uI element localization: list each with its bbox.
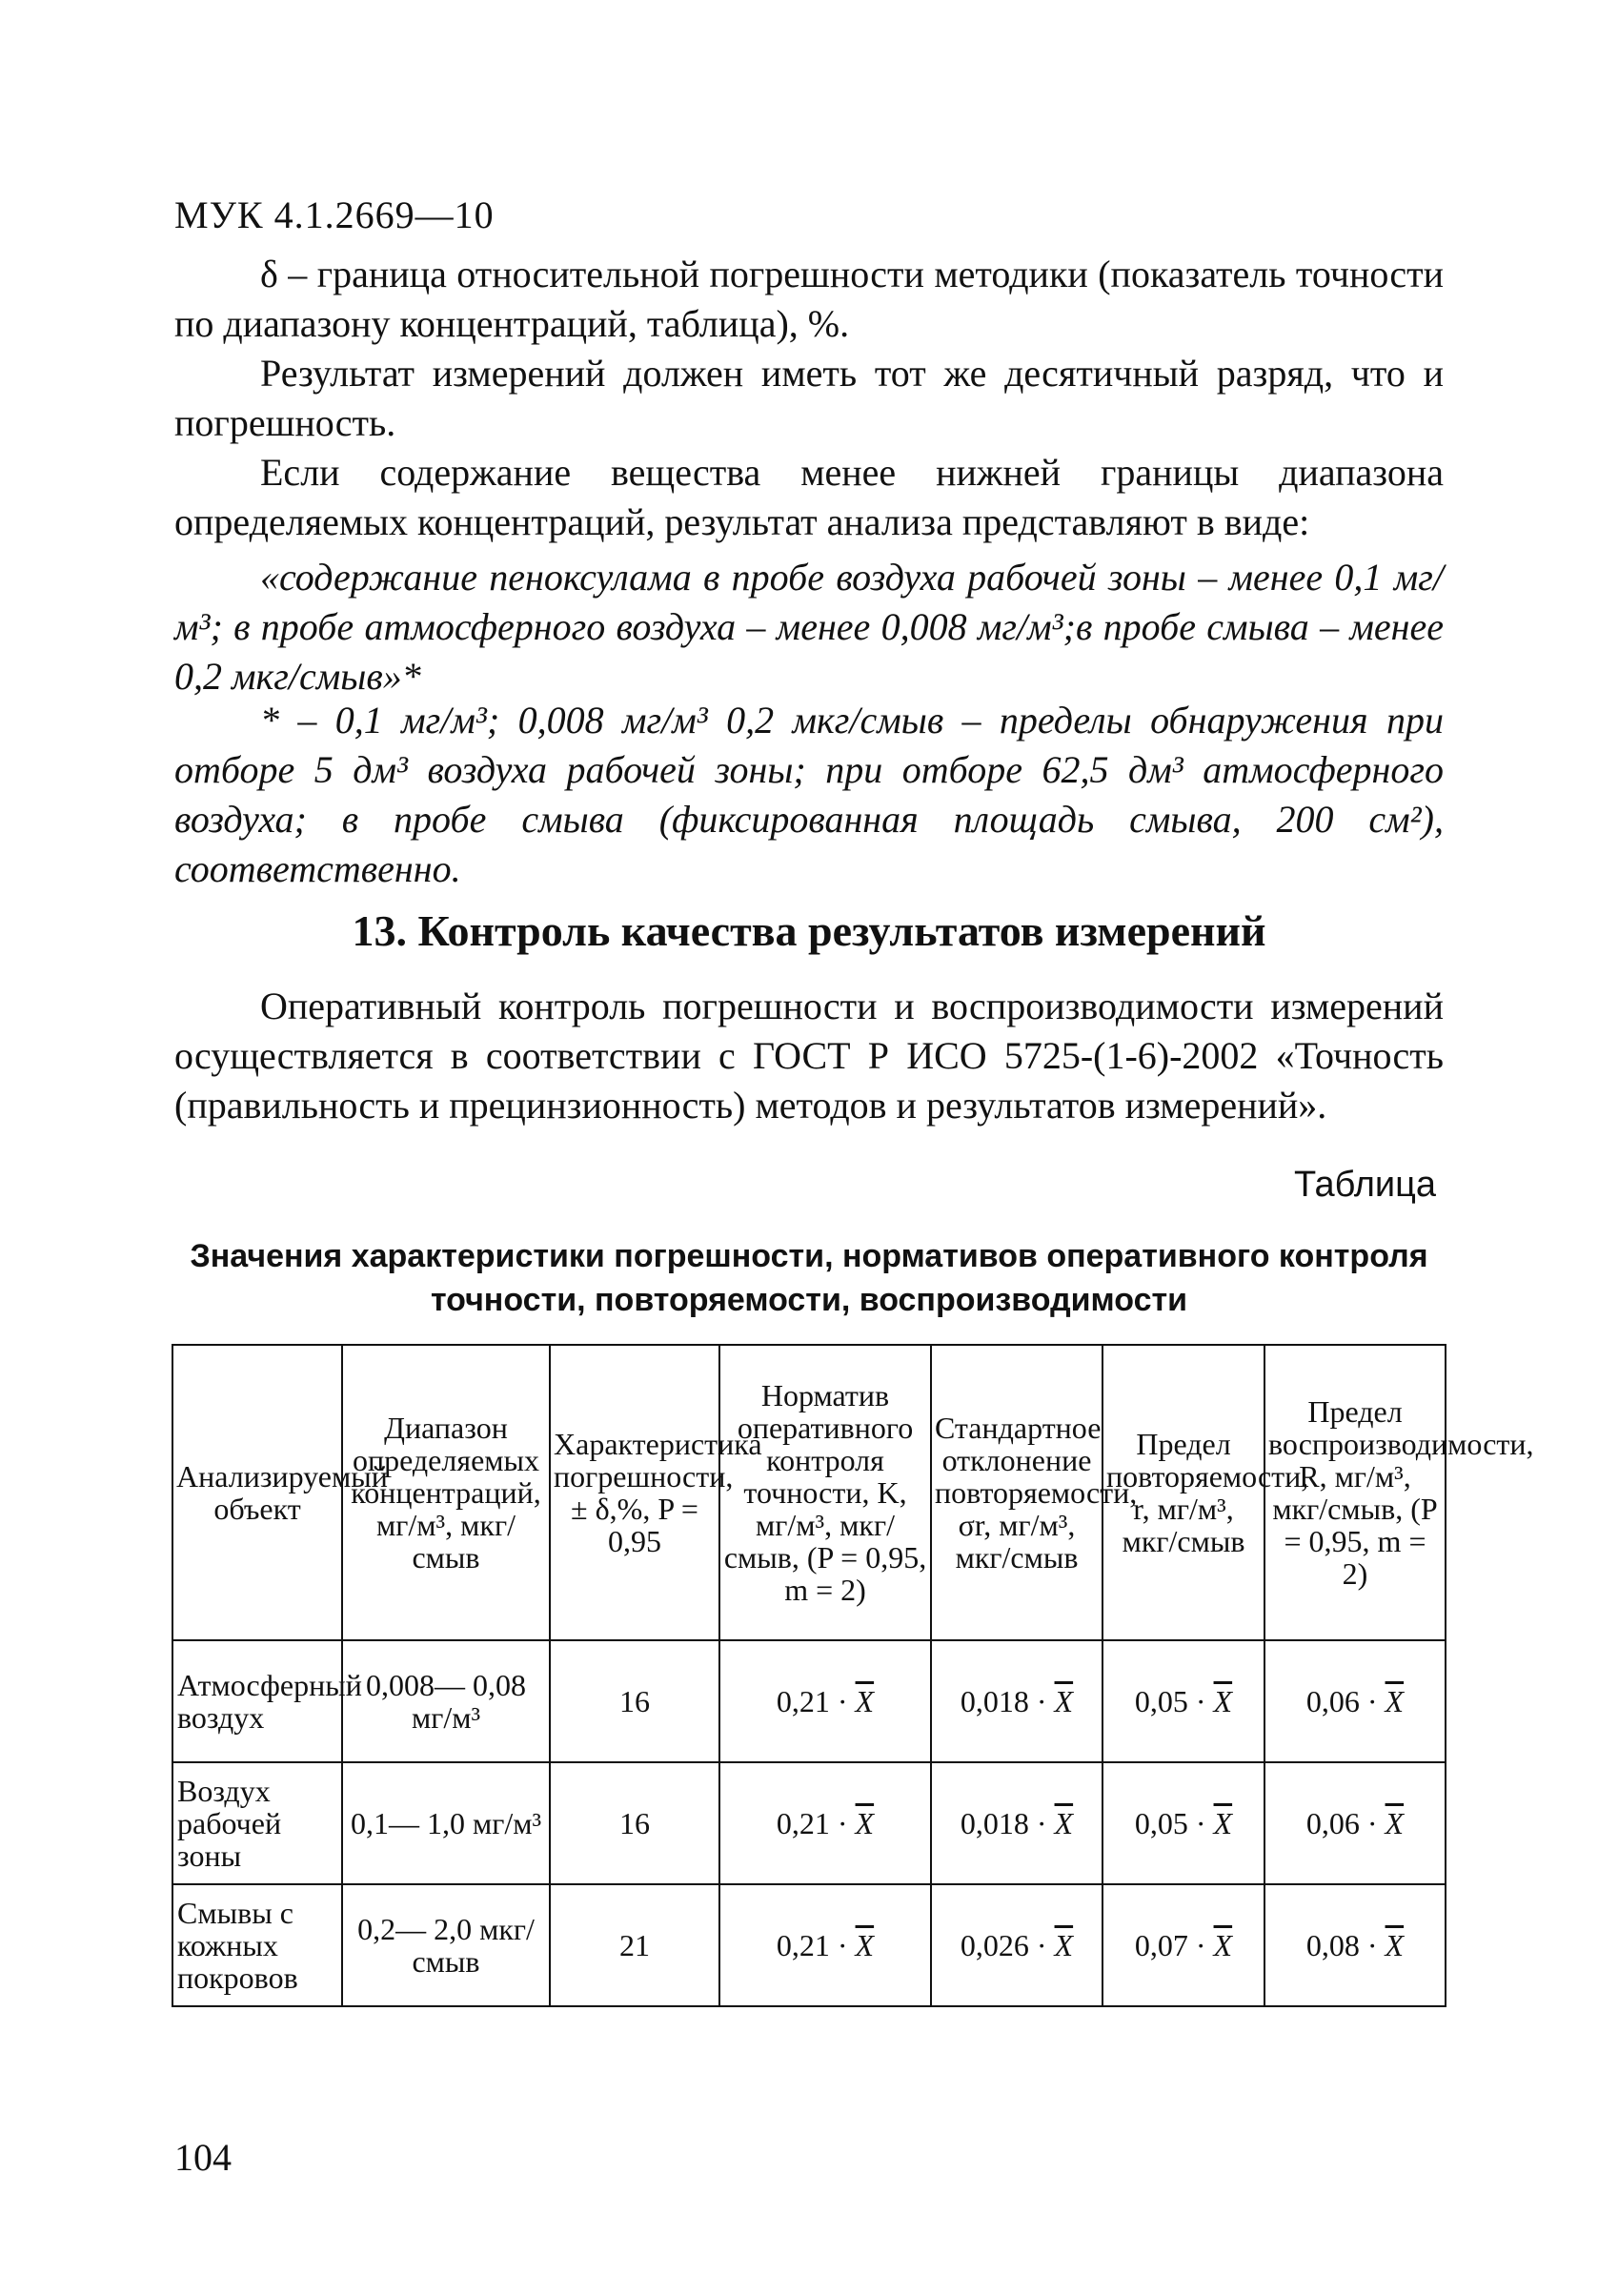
xbar-symbol: $\overline{X}$ bbox=[1385, 1928, 1405, 1962]
xbar-symbol: $\overline{X}$ bbox=[1385, 1806, 1405, 1840]
coef: 0,08 · bbox=[1305, 1928, 1378, 1962]
table-header-row bbox=[172, 1345, 1446, 1640]
coef: 0,05 · bbox=[1134, 1684, 1206, 1718]
paragraph-delta-definition: δ – граница относительной погрешности методики (показатель точности по диапазону концентраций, таблица), %. bbox=[174, 253, 1444, 345]
table-row bbox=[172, 1762, 1446, 1884]
paragraph-result-form: «содержание пеноксулама в пробе воздуха рабочей зоны – менее 0,1 мг/м³; в пробе атмосферного воздуха – менее 0,008 мг/м³;в пробе смыва – менее 0,2 мкг/смыв»* bbox=[174, 556, 1444, 698]
coef: 0,06 · bbox=[1305, 1806, 1378, 1840]
cell-r bbox=[1102, 1884, 1264, 2006]
cell-r bbox=[1102, 1640, 1264, 1762]
page-number: 104 bbox=[174, 2136, 232, 2179]
cell-range: 0,2— 2,0 мкг/смыв bbox=[342, 1884, 550, 2006]
cell-rr bbox=[1264, 1640, 1446, 1762]
coef: 0,21 · bbox=[776, 1684, 848, 1718]
coef: 0,05 · bbox=[1134, 1806, 1206, 1840]
header-sigma-r: Стандартное отклонение повторяемости, σr, мг/м³, мкг/смыв bbox=[931, 1345, 1102, 1640]
paragraph-decimal-rule: Результат измерений должен иметь тот же десятичный разряд, что и погрешность. bbox=[174, 352, 1444, 444]
cell-k bbox=[719, 1640, 931, 1762]
xbar-symbol: $\overline{X}$ bbox=[1054, 1806, 1074, 1840]
table-label: Таблица bbox=[1294, 1165, 1436, 1205]
coef: 0,07 · bbox=[1134, 1928, 1206, 1962]
paragraph-lower-limit: Если содержание вещества менее нижней границы диапазона определяемых концентраций, результат анализа представляют в виде: bbox=[174, 451, 1444, 543]
xbar-symbol: $\overline{X}$ bbox=[1213, 1928, 1233, 1962]
header-r: Предел повторяемости, r, мг/м³, мкг/смыв bbox=[1102, 1345, 1264, 1640]
header-k: Норматив оперативного контроля точности, K, мг/м³, мкг/смыв, (P = 0,95, m = 2) bbox=[719, 1345, 931, 1640]
cell-range: 0,008— 0,08 мг/м³ bbox=[342, 1640, 550, 1762]
cell-sigma-r bbox=[931, 1762, 1102, 1884]
cell-delta: 16 bbox=[550, 1762, 719, 1884]
xbar-symbol: $\overline{X}$ bbox=[855, 1806, 875, 1840]
cell-range: 0,1— 1,0 мг/м³ bbox=[342, 1762, 550, 1884]
header-object: Анализируемый объект bbox=[172, 1345, 342, 1640]
xbar-symbol: $\overline{X}$ bbox=[1385, 1684, 1405, 1718]
coef: 0,018 · bbox=[960, 1806, 1047, 1840]
coef: 0,026 · bbox=[960, 1928, 1047, 1962]
xbar-symbol: $\overline{X}$ bbox=[1213, 1806, 1233, 1840]
coef: 0,06 · bbox=[1305, 1684, 1378, 1718]
cell-rr bbox=[1264, 1762, 1446, 1884]
document-header: МУК 4.1.2669—10 bbox=[174, 193, 495, 236]
cell-k bbox=[719, 1762, 931, 1884]
cell-k bbox=[719, 1884, 931, 2006]
header-range: Диапазон определяемых концентраций, мг/м³, мкг/смыв bbox=[342, 1345, 550, 1640]
xbar-symbol: $\overline{X}$ bbox=[855, 1928, 875, 1962]
cell-delta: 21 bbox=[550, 1884, 719, 2006]
cell-rr bbox=[1264, 1884, 1446, 2006]
cell-sigma-r bbox=[931, 1884, 1102, 2006]
section-title: 13. Контроль качества результатов измерений bbox=[352, 906, 1266, 955]
paragraph-quality-control: Оперативный контроль погрешности и воспроизводимости измерений осуществляется в соответствии с ГОСТ Р ИСО 5725-(1-6)-2002 «Точность (правильность и прецинзионность) методов и результатов измерений». bbox=[174, 985, 1444, 1127]
cell-sigma-r bbox=[931, 1640, 1102, 1762]
cell-r bbox=[1102, 1762, 1264, 1884]
xbar-symbol: $\overline{X}$ bbox=[855, 1684, 875, 1718]
cell-delta: 16 bbox=[550, 1640, 719, 1762]
header-rr: Предел воспроизводимости, R, мг/м³, мкг/смыв, (P = 0,95, m = 2) bbox=[1264, 1345, 1446, 1640]
paragraph-footnote: * – 0,1 мг/м³; 0,008 мг/м³ 0,2 мкг/смыв – пределы обнаружения при отборе 5 дм³ воздуха рабочей зоны; при отборе 62,5 дм³ атмосферного воздуха; в пробе смыва (фиксированная площадь смыва, 200 см²), соответственно. bbox=[174, 699, 1444, 890]
xbar-symbol: $\overline{X}$ bbox=[1054, 1928, 1074, 1962]
header-delta: Характеристика погрешности, ± δ,%, P = 0,95 bbox=[550, 1345, 719, 1640]
cell-object: Воздух рабочей зоны bbox=[172, 1762, 342, 1884]
accuracy-table bbox=[172, 1344, 1534, 2007]
table-row bbox=[172, 1884, 1446, 2006]
cell-object: Смывы с кожных покровов bbox=[172, 1884, 342, 2006]
coef: 0,21 · bbox=[776, 1806, 848, 1840]
coef: 0,21 · bbox=[776, 1928, 848, 1962]
table-caption: Значения характеристики погрешности, нормативов оперативного контроля точности, повторяемости, воспроизводимости bbox=[190, 1238, 1428, 1318]
cell-object: Атмосферный воздух bbox=[172, 1640, 342, 1762]
coef: 0,018 · bbox=[960, 1684, 1047, 1718]
table-row bbox=[172, 1640, 1446, 1762]
xbar-symbol: $\overline{X}$ bbox=[1213, 1684, 1233, 1718]
xbar-symbol: $\overline{X}$ bbox=[1054, 1684, 1074, 1718]
